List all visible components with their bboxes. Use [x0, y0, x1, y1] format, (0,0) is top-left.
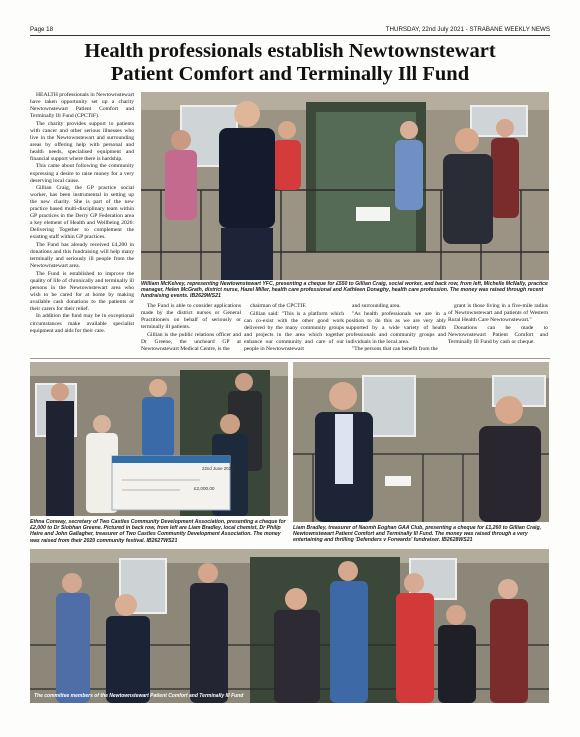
paragraph: HEALTH professionals in Newtownstewart have taken opportunity set up a charity Newtownstewart Patient Comfort and Terminally Ill Fund (CPCTIF). [30, 92, 134, 120]
paragraph: "The persons that can benefit from the [352, 346, 438, 353]
headline-line-2: Patient Comfort and Terminally Ill Fund [110, 63, 470, 85]
photo-committee-illustration [30, 549, 549, 703]
article-column-3 [244, 303, 344, 355]
photo-3-caption: Liam Bradley, treasurer of Naomh Eoghan GAA Club, presenting a cheque for £1,260 to Gillian Craig, Newtownstewart Patient Comfort and Terminally Ill Fund. The money was raised through a very entertaining and thrilling 'Defenders v Forwards' fundraiser. IB2628WS21 [293, 525, 542, 544]
paragraph: and surrounding area. [352, 303, 401, 309]
article-column-4 [346, 303, 446, 355]
photo-4-caption: The committee members of the Newtownstewart Patient Comfort and Terminally Ill Fund [34, 693, 244, 699]
headline [24, 40, 556, 86]
masthead [30, 24, 550, 36]
photo-gaa-illustration [293, 362, 549, 522]
photo-yfc-illustration [141, 92, 549, 280]
article-column-1 [30, 92, 134, 354]
photo-2-caption: Ethna Conway, secretary of Two Castles Community Development Association, presenting a cheque for £2,000 to Dr Siobhan Greene. Pictured in back row, from left are Liam Bradley, local chemist, Dr Philip Haire and John Gallagher, treasurer of Two Castles Community Development Association. The money was raised from their 2020 community festival. IB2627WS21 [30, 519, 286, 544]
photo-1-caption: William McKelvey, representing Newtownstewart YFC, presenting a cheque for £550 to Gillian Craig, social worker, and back row, from left, Michelle McNally, practice manager, Helen McGrath, district nurse, Hazel Miller, health care professional and Kathleen Donaghy, health care profession. The money was raised through recent fundraising events. IB2629WS21 [141, 281, 548, 300]
paragraph: chairman of the CPCTIF. [250, 303, 307, 309]
column-divider [30, 358, 550, 359]
photo-gaa-cheque [293, 362, 549, 522]
photo-committee-members [30, 549, 549, 703]
paragraph: This came about following the community expressing a desire to raise money for a very deserving local cause. [30, 163, 134, 184]
photo-two-castles-cheque [30, 362, 288, 516]
paragraph: The charity provides support to patients with cancer and other serious illnesses who live in the Newtownstewart and surrounding areas by offering help with personal and health needs, specialised equipment and financial support where there is hardship. [30, 120, 134, 162]
cheque-date: 22nd June 2021 [202, 466, 234, 471]
paragraph: The Fund is able to consider applications made by the district nurses or General Practitioners on behalf of seriously or terminally ill patients. [141, 303, 241, 331]
paper-date-title: THURSDAY, 22nd July 2021 - STRABANE WEEKLY NEWS [385, 26, 550, 33]
photo-two-castles-illustration [30, 362, 288, 516]
paragraph: "As health professionals we are in a position to do this as we are very ably supported by a wide variety of health professionals and community groups and individuals in the local area. [346, 310, 446, 345]
paragraph: Gillian Craig, the GP practice social worker, has been instrumental in setting up the new charity. She is part of the new practice based multi-disciplinary team within GP practices in the Derry GP Federation area a key element of Health and Wellbeing 2026: Delivering Together to complement the existing staff within GP practices. [30, 185, 134, 241]
headline-line-1: Health professionals establish Newtownstewart [84, 40, 496, 62]
paragraph: Gillian is the public relations officer and Dr Greene, the uncheard GP at Newtownstewart Medical Centre, is the [141, 331, 241, 352]
paragraph: Donations can be made to Newtownstewart Patient Comfort and Terminally Ill Fund by cash or cheque. [448, 324, 548, 345]
page-number: Page 18 [30, 26, 54, 33]
article-column-2 [141, 303, 241, 355]
paragraph: grant is those living in a five-mile radius of Newtownstewart and patients of Western Rural Health Care Newtownstewart." [448, 303, 548, 324]
paragraph: In addition the fund may be in exceptional circumstances make available specialist equipment and aids for their care. [30, 313, 134, 334]
paragraph: The Fund has already received £4,200 in donations and this fundraising will help many terminally and seriously ill people from the Newtownstewart area. [30, 241, 134, 270]
cheque-amount: £2,000.00 [194, 486, 215, 491]
article-column-5 [448, 303, 548, 355]
paragraph: The Fund is established to improve the quality of life of chronically and terminally ill persons in the Newtownstewart area who wish to be cared for at home by making available cash donations to the patients or their carers for their relief. [30, 270, 134, 312]
paragraph: Gillian said: "This is a platform which can co-exist with the other good work delivered by the many community groups and projects in the area which together enhance our community and care of our people in Newtownstewart [244, 310, 344, 352]
photo-yfc-cheque-presentation [141, 92, 549, 280]
